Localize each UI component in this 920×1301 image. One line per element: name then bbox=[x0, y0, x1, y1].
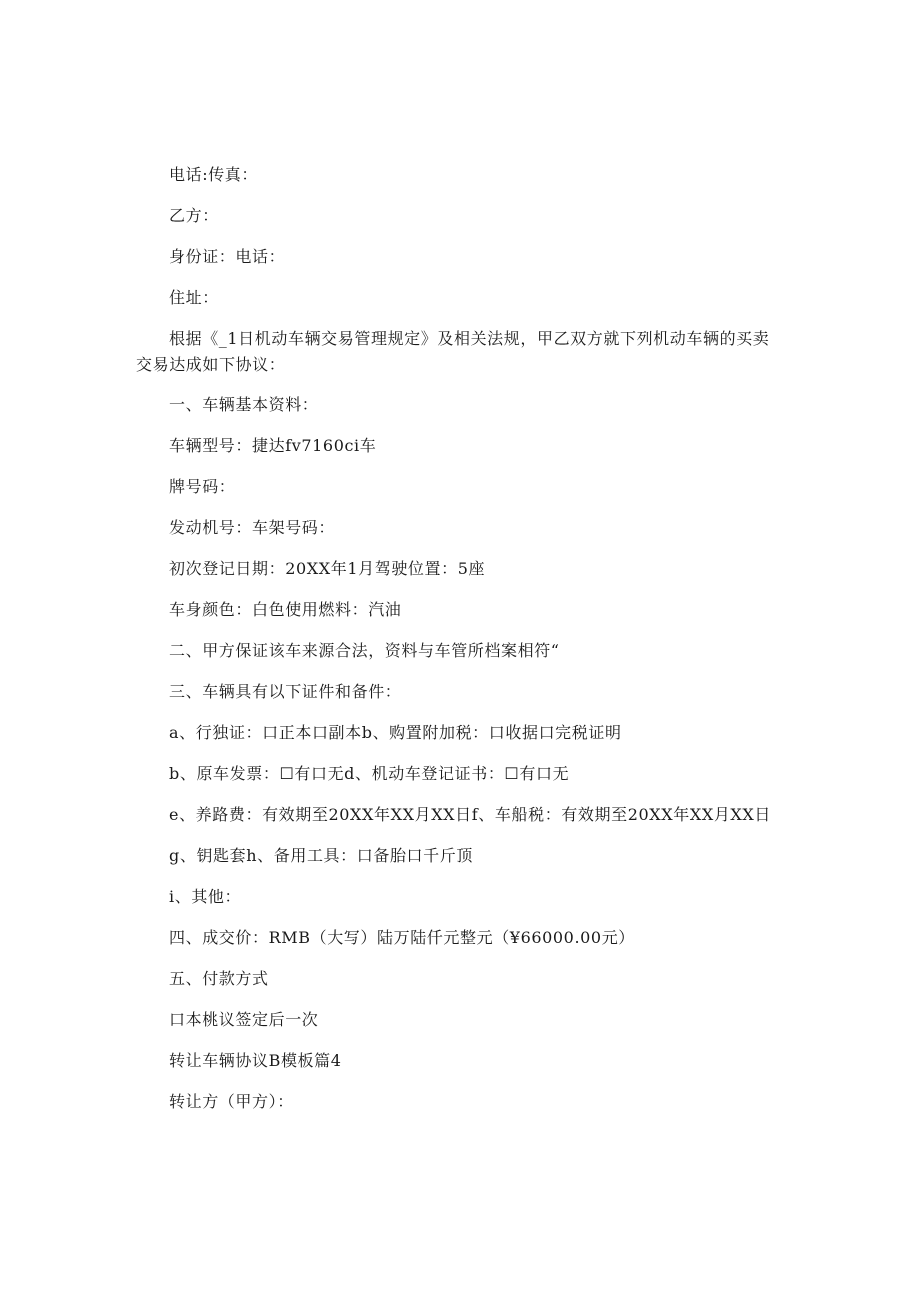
agreement-intro-line-2: 交易达成如下协议： bbox=[136, 355, 286, 374]
vehicle-model-line: 车辆型号：捷达fv7160ci车 bbox=[169, 436, 377, 455]
template-title-line: 转让车辆协议B模板篇4 bbox=[169, 1051, 342, 1070]
engine-chassis-line: 发动机号：车架号码： bbox=[169, 518, 336, 537]
invoice-certificate-line: b、原车发票：☐有口无d、机动车登记证书：☐有口无 bbox=[169, 764, 570, 783]
plate-number-line: 牌号码： bbox=[169, 477, 236, 496]
other-line: i、其他： bbox=[169, 887, 242, 906]
section-1-heading: 一、车辆基本资料： bbox=[169, 395, 319, 414]
section-2-line: 二、甲方保证该车来源合法，资料与车管所档案相符“ bbox=[169, 641, 560, 660]
license-tax-line: a、行独证：口正本口副本b、购置附加税：口收据口完税证明 bbox=[169, 723, 622, 742]
address-line: 住址： bbox=[169, 288, 219, 307]
phone-fax-line: 电话:传真： bbox=[169, 165, 258, 184]
registration-date-line: 初次登记日期：20XX年1月驾驶位置：5座 bbox=[169, 559, 486, 578]
payment-option-line: 口本桃议签定后一次 bbox=[169, 1010, 319, 1029]
road-vessel-tax-line: e、养路费：有效期至20XX年XX月XX日f、车船税：有效期至20XX年XX月XX日 bbox=[169, 805, 771, 824]
section-5-heading: 五、付款方式 bbox=[169, 969, 269, 988]
transferor-line: 转让方（甲方）： bbox=[169, 1092, 294, 1111]
keys-tools-line: g、钥匙套h、备用工具：口备胎口千斤顶 bbox=[169, 846, 473, 865]
color-fuel-line: 车身颜色：白色使用燃料：汽油 bbox=[169, 600, 402, 619]
section-4-price-line: 四、成交价：RMB（大写）陆万陆仟元整元（¥66000.00元） bbox=[169, 928, 635, 947]
section-3-heading: 三、车辆具有以下证件和备件： bbox=[169, 682, 402, 701]
agreement-intro-line-1: 根据《_1日机动车辆交易管理规定》及相关法规，甲乙双方就下列机动车辆的买卖 bbox=[169, 329, 770, 348]
id-phone-line: 身份证：电话： bbox=[169, 247, 286, 266]
party-b-line: 乙方： bbox=[169, 206, 219, 225]
agreement-intro-paragraph bbox=[136, 326, 796, 378]
